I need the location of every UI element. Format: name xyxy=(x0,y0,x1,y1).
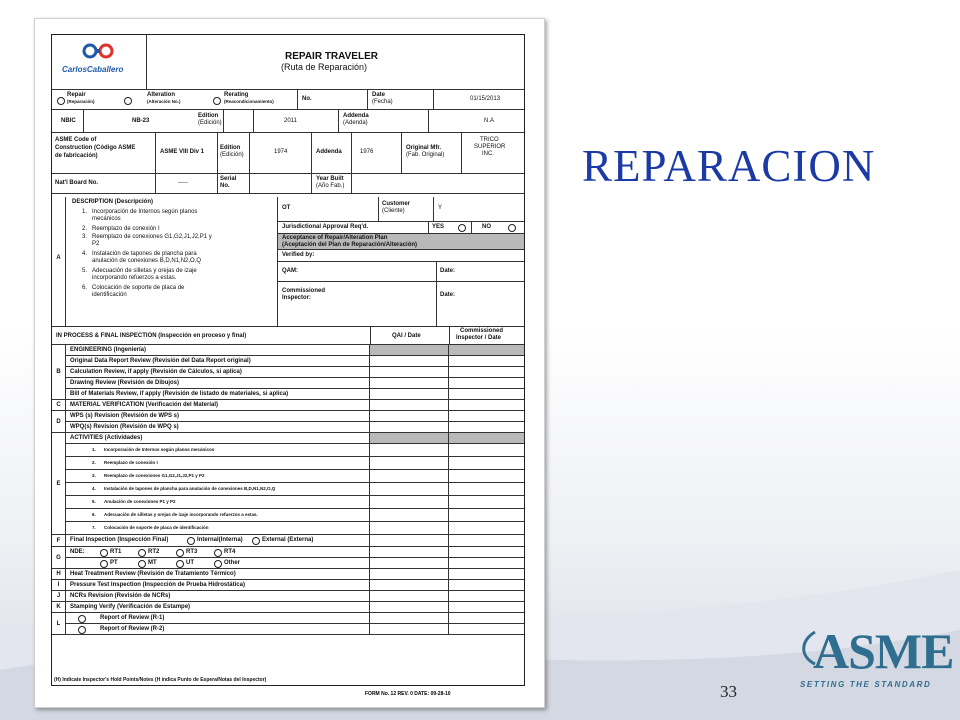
customer-label: Customer xyxy=(382,201,411,207)
nde-radio[interactable] xyxy=(138,549,146,557)
inspection-heading: IN PROCESS & FINAL INSPECTION (Inspección en proceso y final) xyxy=(56,333,247,339)
nde-option-label: PT xyxy=(110,560,118,566)
inspector-date-cell[interactable] xyxy=(449,569,524,579)
nde-option-label: RT4 xyxy=(224,549,236,555)
nde-option-label: RT3 xyxy=(186,549,198,555)
checklist-row xyxy=(52,356,524,367)
description-item-text: Incorporación de Internos según planos xyxy=(92,209,198,215)
nde-option-label: UT xyxy=(186,560,194,566)
qai-date-cell[interactable] xyxy=(370,483,449,495)
inspector-date-cell[interactable] xyxy=(449,411,524,421)
date-value: 01/15/2013 xyxy=(470,96,501,102)
asme-code-row xyxy=(52,133,524,174)
repair-label-es: (Reparación) xyxy=(67,99,95,104)
checklist-row xyxy=(52,389,524,400)
checklist-item-label: Drawing Review (Revisión de Dibujos) xyxy=(70,380,180,386)
rerating-label-es: (Reacondicionamiento) xyxy=(224,99,274,104)
checklist-item-label: Bill of Materials Review, if apply (Revisión de listado de materiales, si aplica) xyxy=(70,391,289,397)
external-label: External (Externa) xyxy=(262,537,314,543)
repair-traveler-form xyxy=(51,34,525,686)
qai-date-cell[interactable] xyxy=(370,591,449,601)
checklist-row xyxy=(52,367,524,378)
code-label-1: ASME Code of xyxy=(55,137,97,143)
inspector-date-cell[interactable] xyxy=(449,580,524,590)
inspector-date-cell[interactable] xyxy=(449,522,524,534)
description-item-number: 2. xyxy=(82,226,88,232)
nde-radio[interactable] xyxy=(138,560,146,568)
activity-text: Adecuación de silletas y orejas de izaje incorporando refuerzos a estas. xyxy=(104,512,258,517)
checklist-row xyxy=(52,509,524,522)
form-header xyxy=(52,35,524,90)
description-item-text: Adecuación de silletas y orejas de izaje xyxy=(92,268,197,274)
activity-text: Colocación de soporte de placa de identificación xyxy=(104,525,209,530)
checklist-row xyxy=(52,378,524,389)
original-mfr-label: Original Mfr. xyxy=(406,145,442,151)
qai-date-cell[interactable] xyxy=(370,356,449,366)
repair-label: Repair xyxy=(67,92,86,98)
inspector-date-cell[interactable] xyxy=(449,422,524,432)
edition-label-es: (Edición) xyxy=(198,120,222,126)
activity-number: 3. xyxy=(92,473,96,478)
qai-date-cell[interactable] xyxy=(370,496,449,508)
inspector-date-cell[interactable] xyxy=(449,535,524,546)
ot-label: OT xyxy=(282,205,291,211)
repair-traveler-document xyxy=(34,18,545,708)
addenda-label: Addenda xyxy=(343,113,369,119)
company-name: CarlosCaballero xyxy=(62,65,124,74)
yes-label: YES xyxy=(432,224,445,230)
checklist-item-label: Stamping Verify (Verificación de Estampe) xyxy=(70,604,191,610)
inspector-date-cell[interactable] xyxy=(449,470,524,482)
internal-radio[interactable] xyxy=(187,537,195,545)
checklist-row xyxy=(52,558,524,569)
inspector-date-cell[interactable] xyxy=(449,400,524,410)
qai-date-cell[interactable] xyxy=(370,558,449,568)
acceptance-block xyxy=(278,234,524,250)
qai-date-cell[interactable] xyxy=(370,470,449,482)
nde-option-label: RT1 xyxy=(110,549,122,555)
checklist-item-label: WPQ(s) Revision (Revisión de WPQ s) xyxy=(70,424,179,430)
page-number: 33 xyxy=(720,682,737,701)
description-item-text: Reemplazo de conexión I xyxy=(92,226,160,232)
report-radio[interactable] xyxy=(78,626,86,634)
qai-date-cell[interactable] xyxy=(370,422,449,432)
checklist-row xyxy=(52,569,524,580)
description-item-number: 6. xyxy=(82,285,88,291)
checklist-item-label: WPS (s) Revision (Revisión de WPS s) xyxy=(70,413,180,419)
qai-date-cell[interactable] xyxy=(370,378,449,388)
qai-date-cell[interactable] xyxy=(370,522,449,534)
inspector-date-cell[interactable] xyxy=(449,356,524,366)
yes-radio[interactable] xyxy=(458,224,466,232)
inspector-date-cell[interactable] xyxy=(449,613,524,623)
checklist-item-label: Heat Treatment Review (Revisión de Tratamiento Térmico) xyxy=(70,571,236,577)
activity-number: 5. xyxy=(92,499,96,504)
inspection-heading-row xyxy=(52,327,524,345)
qai-date-cell[interactable] xyxy=(370,411,449,421)
acceptance-label-es: (Aceptación del Plan de Reparación/Alteración) xyxy=(282,242,418,248)
inspector-date-cell[interactable] xyxy=(449,483,524,495)
activity-number: 4. xyxy=(92,486,96,491)
addenda-value: N.A xyxy=(484,118,495,124)
nde-option-label: RT2 xyxy=(148,549,160,555)
external-radio[interactable] xyxy=(252,537,260,545)
addenda-value-2: 1976 xyxy=(360,149,374,155)
jurisdiction-label: Jurisdictional Approval Req'd. xyxy=(282,224,369,230)
qai-date-cell[interactable] xyxy=(370,389,449,399)
qai-date-cell[interactable] xyxy=(370,367,449,377)
qai-date-cell[interactable] xyxy=(370,602,449,612)
section-g-letter: G xyxy=(52,547,66,569)
final-inspection-label: Final Inspection (Inspección Final) xyxy=(70,537,169,543)
checklist-item-label: ENGINEERING (Ingeniería) xyxy=(70,347,147,353)
inspector-date-cell[interactable] xyxy=(449,591,524,601)
company-logo-icon xyxy=(82,41,114,61)
checklist-item-label: Original Data Report Review (Revisión del Data Report original) xyxy=(70,358,251,364)
commissioned-label-1: Commissioned xyxy=(282,288,326,294)
number-label: No. xyxy=(302,96,312,102)
activity-number: 7. xyxy=(92,525,96,530)
date-label: Date xyxy=(372,92,386,98)
description-item-number: 5. xyxy=(82,268,88,274)
alteration-label: Alteration xyxy=(147,92,176,98)
checklist-item-label: Calculation Review, if apply (Revisión de Cálculos, si aplica) xyxy=(70,369,242,375)
inspector-date-cell[interactable] xyxy=(449,496,524,508)
date-label-es: (Fecha) xyxy=(372,99,393,105)
code-label-2: Construction (Código ASME xyxy=(55,145,136,151)
nde-option-label: MT xyxy=(148,560,157,566)
rerating-label: Rerating xyxy=(224,92,249,98)
checklist-row xyxy=(52,535,524,547)
checklist-row xyxy=(52,483,524,496)
qai-date-cell[interactable] xyxy=(370,457,449,469)
repair-type-row xyxy=(52,90,524,110)
checklist-row xyxy=(52,433,524,444)
section-h-letter: H xyxy=(52,569,66,580)
national-board-row xyxy=(52,174,524,194)
checklist-row xyxy=(52,400,524,411)
description-item-text-cont: P2 xyxy=(92,241,100,247)
qai-date-cell[interactable] xyxy=(370,400,449,410)
checklist-row xyxy=(52,580,524,591)
inspector-date-cell[interactable] xyxy=(449,444,524,456)
year-built-label-es: (Año Fab.) xyxy=(316,183,345,189)
checklist-item-label: Pressure Test Inspection (Inspección de Prueba Hidrostática) xyxy=(70,582,245,588)
commissioned-header-2: Inspector / Date xyxy=(456,335,502,341)
year-built-label: Year Built xyxy=(316,176,344,182)
description-item-text-cont: mecánicos xyxy=(92,216,121,222)
nbic-row xyxy=(52,110,524,133)
checklist-row xyxy=(52,613,524,624)
commissioned-label-2: Inspector: xyxy=(282,295,312,301)
checklist-row xyxy=(52,547,524,558)
description-item-number: 1. xyxy=(82,209,88,215)
checklist-row xyxy=(52,624,524,635)
section-l-letter: L xyxy=(52,613,66,635)
no-label: NO xyxy=(482,224,491,230)
report-of-review-label: Report of Review (R-2) xyxy=(100,626,165,632)
checklist-row xyxy=(52,422,524,433)
nde-radio[interactable] xyxy=(214,549,222,557)
section-d-letter: D xyxy=(52,411,66,433)
serial-label: Serial xyxy=(220,176,237,182)
customer-value: Y xyxy=(438,205,443,211)
code-label-3: de fabricación) xyxy=(55,153,98,159)
section-k-letter: K xyxy=(52,602,66,613)
description-item-text: Instalación de tapones de plancha para xyxy=(92,251,197,257)
qam-label: QAM: xyxy=(282,268,298,274)
description-heading: DESCRIPTION (Descripción) xyxy=(72,199,154,205)
nde-radio[interactable] xyxy=(176,549,184,557)
activity-text: Anulación de conexiones P1 y P2 xyxy=(104,499,176,504)
qai-date-cell[interactable] xyxy=(370,569,449,579)
description-item-text: Reemplazo de conexiones G1,G2,J1,J2,P1 y xyxy=(92,234,212,240)
description-item-text-cont: incorporando refuerzos a estas. xyxy=(92,275,177,281)
activity-text: Incorporación de Internos según planos mecánicos xyxy=(104,447,215,452)
edition-label-es-2: (Edición) xyxy=(220,152,244,158)
code-value: ASME VIII Div 1 xyxy=(160,149,205,155)
inspector-date-cell[interactable] xyxy=(449,624,524,634)
edition-label: Edition xyxy=(198,113,219,119)
description-item-text: Colocación de soporte de placa de xyxy=(92,285,185,291)
internal-label: Internal(Interna) xyxy=(197,537,243,543)
section-a xyxy=(52,197,524,327)
section-j-letter: J xyxy=(52,591,66,602)
alteration-label-es: (Alteración No.) xyxy=(147,99,181,104)
asme-logo-text: ASME xyxy=(813,623,954,679)
checklist-row xyxy=(52,602,524,613)
checklist-item-label: MATERIAL VERIFICATION (Verificación del Material) xyxy=(70,402,219,408)
form-heading: REPAIR TRAVELER xyxy=(285,51,378,62)
qai-date-cell[interactable] xyxy=(370,433,449,443)
qai-date-cell[interactable] xyxy=(370,624,449,634)
inspector-date-cell[interactable] xyxy=(449,547,524,557)
edition-value-2: 1974 xyxy=(274,149,288,155)
commissioned-header-1: Commissioned xyxy=(460,328,504,334)
qai-date-cell[interactable] xyxy=(370,444,449,456)
nde-radio[interactable] xyxy=(176,560,184,568)
inspector-date-label: Date: xyxy=(440,292,456,298)
inspector-date-cell[interactable] xyxy=(449,457,524,469)
edition-label-2: Edition xyxy=(220,145,241,151)
nde-radio[interactable] xyxy=(100,560,108,568)
original-mfr-value-1: TRICO xyxy=(480,137,499,143)
qai-date-cell[interactable] xyxy=(370,535,449,546)
acceptance-label: Acceptance of Repair/Alteration Plan xyxy=(282,235,388,241)
checklist-row xyxy=(52,591,524,602)
nde-radio[interactable] xyxy=(214,560,222,568)
checklist-row xyxy=(52,470,524,483)
asme-logo xyxy=(795,622,954,697)
original-mfr-value-2: SUPERIOR xyxy=(474,144,506,150)
description-item-text-cont: anulación de conexiones B,D,N1,N2,O,Q xyxy=(92,258,202,264)
checklist-item-label: ACTIVITIES (Actividades) xyxy=(70,435,143,441)
activity-text: Reemplazo de conexión I xyxy=(104,460,158,465)
edition-value: 2011 xyxy=(284,118,297,124)
no-radio[interactable] xyxy=(508,224,516,232)
section-c-letter: C xyxy=(52,400,66,411)
inspector-date-cell[interactable] xyxy=(449,378,524,388)
verified-label: Verified by: xyxy=(282,252,315,258)
original-mfr-value-3: INC. xyxy=(482,151,494,157)
serial-label-es: No. xyxy=(220,183,230,189)
checklist-item-label: NCRs Revision (Revisión de NCRs) xyxy=(70,593,171,599)
checklist-row xyxy=(52,411,524,422)
section-e-letter: E xyxy=(52,433,66,535)
report-radio[interactable] xyxy=(78,615,86,623)
inspector-date-cell[interactable] xyxy=(449,389,524,399)
inspector-date-cell[interactable] xyxy=(449,345,524,355)
footer-note: (H) Indicate Inspector's Hold Points/Notes (H indica Punto de Espera/Notas del Inspector) xyxy=(54,677,267,683)
nde-label: NDE: xyxy=(70,549,85,555)
section-f-letter: F xyxy=(52,535,66,547)
slide-title: REPARACION xyxy=(582,141,876,191)
addenda-label-2: Addenda xyxy=(316,149,342,155)
section-i-letter: I xyxy=(52,580,66,591)
nb23-label: NB-23 xyxy=(132,118,150,124)
qai-date-header: QAI / Date xyxy=(392,333,421,339)
customer-label-es: (Cliente) xyxy=(382,208,405,214)
qai-date-cell[interactable] xyxy=(370,547,449,557)
checklist-row xyxy=(52,444,524,457)
checklist-row xyxy=(52,496,524,509)
section-b-letter: B xyxy=(52,345,66,400)
original-mfr-label-es: (Fab. Original) xyxy=(406,152,445,158)
form-subheading: (Ruta de Reparación) xyxy=(281,62,368,72)
inspector-date-cell[interactable] xyxy=(449,433,524,443)
asme-logo-tagline: SETTING THE STANDARD xyxy=(800,680,932,689)
nde-radio[interactable] xyxy=(100,549,108,557)
national-board-value: ----- xyxy=(178,180,188,186)
description-item-number: 3. xyxy=(82,234,88,240)
inspector-date-cell[interactable] xyxy=(449,602,524,612)
activity-number: 6. xyxy=(92,512,96,517)
activity-number: 2. xyxy=(92,460,96,465)
company-logo xyxy=(52,35,147,89)
description-item-text-cont: identificación xyxy=(92,292,127,298)
inspector-date-cell[interactable] xyxy=(449,367,524,377)
activity-number: 1. xyxy=(92,447,96,452)
nde-option-label: Other xyxy=(224,560,241,566)
checklist-row xyxy=(52,345,524,356)
qai-date-cell[interactable] xyxy=(370,613,449,623)
addenda-label-es: (Adenda) xyxy=(343,120,368,126)
description-item-number: 4. xyxy=(82,251,88,257)
report-of-review-label: Report of Review (R-1) xyxy=(100,615,165,621)
qai-date-cell[interactable] xyxy=(370,345,449,355)
section-a-letter: A xyxy=(52,197,66,326)
form-number: FORM No. 12 REV. 0 DATE: 09-28-10 xyxy=(365,691,451,697)
national-board-label: Nat'l Board No. xyxy=(55,180,99,186)
qai-date-cell[interactable] xyxy=(370,509,449,521)
inspector-date-cell[interactable] xyxy=(449,509,524,521)
checklist-row xyxy=(52,522,524,535)
checklist-row xyxy=(52,457,524,470)
qai-date-cell[interactable] xyxy=(370,580,449,590)
activity-text: Instalación de tapones de plancha para anulación de conexiones B,D,N1,N2,O,Q xyxy=(104,486,276,491)
inspector-date-cell[interactable] xyxy=(449,558,524,568)
qam-date-label: Date: xyxy=(440,268,456,274)
nbic-label: NBIC xyxy=(61,118,76,124)
activity-text: Reemplazo de conexiones G1,G2,J1,J2,P1 y P2 xyxy=(104,473,205,478)
